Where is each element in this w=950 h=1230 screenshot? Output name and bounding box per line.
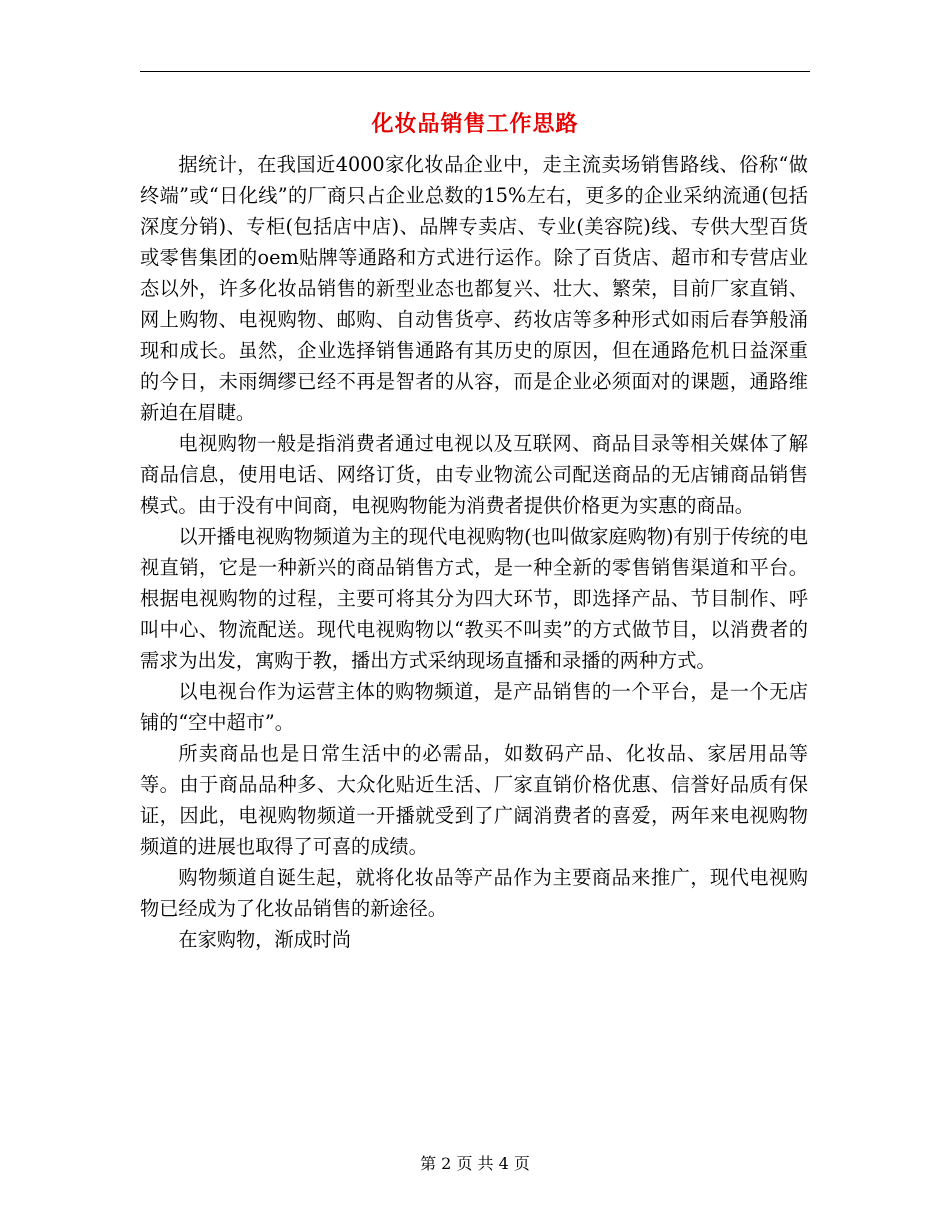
document-title: 化妆品销售工作思路 (371, 111, 579, 137)
page-footer: 第 2 页 共 4 页 (420, 1154, 530, 1173)
paragraph-1: 据统计，在我国近4000家化妆品企业中，走主流卖场销售路线、俗称“做终端”或“日化线”的厂商只占企业总数的15%左右，更多的企业采纳流通(包括深度分销)、专柜(包括店中店)、品牌专卖店、专业(美容院)线、专供大型百货或零售集团的oem贴牌等通路和方式进行运作。除了百货店、超市和专营店业态以外，许多化妆品销售的新型业态也都复兴、壮大、繁荣，目前厂家直销、网上购物、电视购物、邮购、自动售货亭、药妆店等多种形式如雨后春笋般涌现和成长。虽然，企业选择销售通路有其历史的原因，但在通路危机日益深重的今日，未雨绸缪已经不再是智者的从容，而是企业必须面对的课题，通路维新迫在眉睫。 (140, 153, 808, 424)
paragraph-2: 电视购物一般是指消费者通过电视以及互联网、商品目录等相关媒体了解商品信息，使用电话、网络订货，由专业物流公司配送商品的无店铺商品销售模式。由于没有中间商，电视购物能为消费者提供价格更为实惠的商品。 (140, 432, 808, 517)
paragraph-6: 购物频道自诞生起，就将化妆品等产品作为主要商品来推广，现代电视购物已经成为了化妆品销售的新途径。 (140, 866, 808, 920)
document-body (140, 149, 808, 955)
paragraph-4: 以电视台作为运营主体的购物频道，是产品销售的一个平台，是一个无店铺的“空中超市”。 (140, 680, 808, 734)
paragraph-7: 在家购物，渐成时尚 (178, 928, 352, 951)
paragraph-5: 所卖商品也是日常生活中的必需品，如数码产品、化妆品、家居用品等等。由于商品品种多、大众化贴近生活、厂家直销价格优惠、信誉好品质有保证，因此，电视购物频道一开播就受到了广阔消费者的喜爱，两年来电视购物频道的进展也取得了可喜的成绩。 (140, 742, 808, 858)
paragraph-3: 以开播电视购物频道为主的现代电视购物(也叫做家庭购物)有别于传统的电视直销，它是一种新兴的商品销售方式，是一种全新的零售销售渠道和平台。根据电视购物的过程，主要可将其分为四大环节，即选择产品、节目制作、呼叫中心、物流配送。现代电视购物以“教买不叫卖”的方式做节目，以消费者的需求为出发，寓购于教，播出方式采纳现场直播和录播的两种方式。 (140, 525, 808, 672)
header-rule (140, 71, 810, 72)
